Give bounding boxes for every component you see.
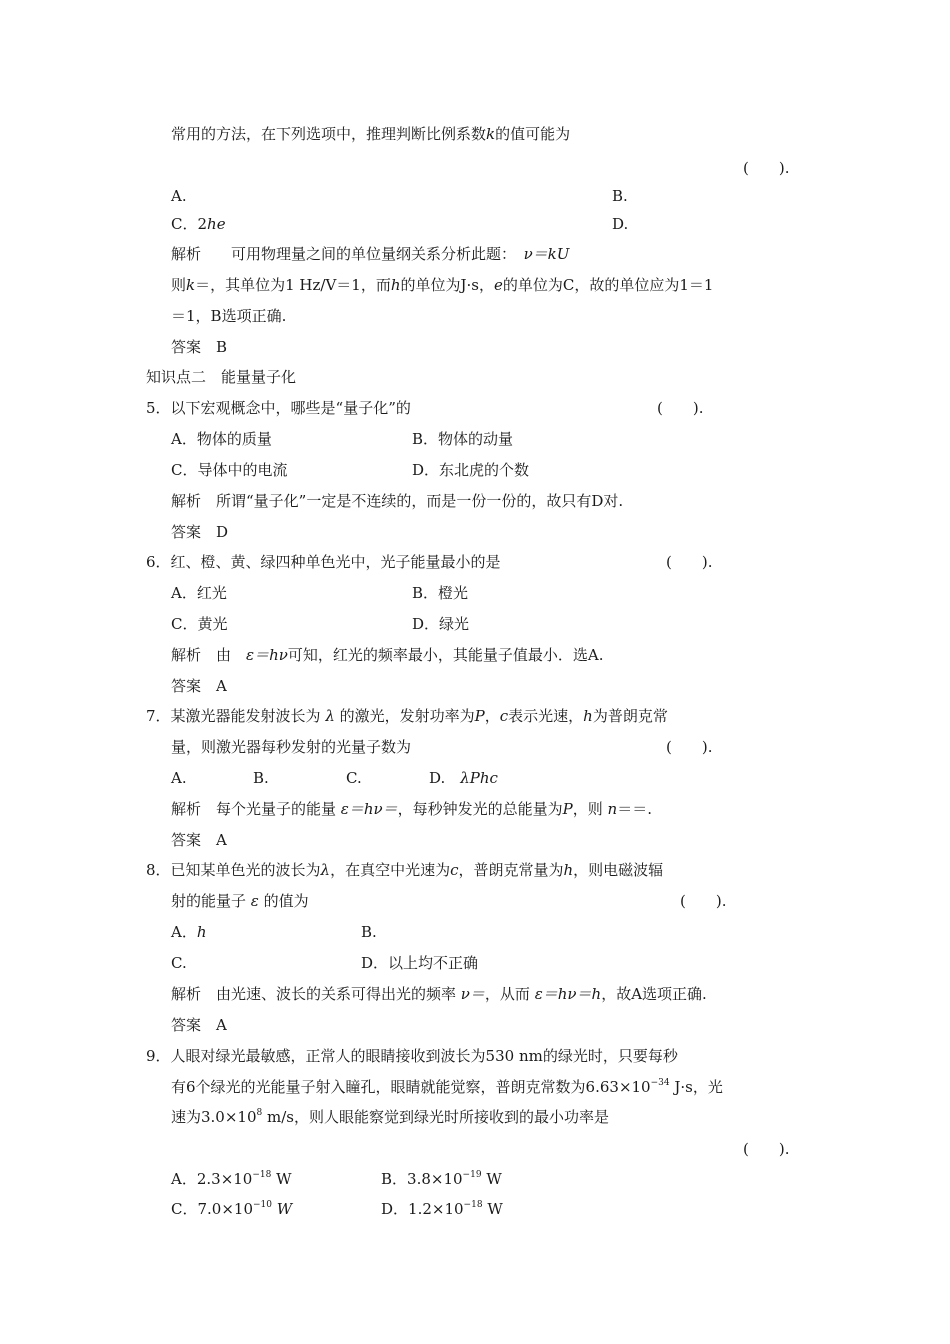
q5-analysis: 解析 所谓“量子化”一定是不连续的，而是一份一份的，故只有D对. xyxy=(171,492,624,510)
q8-option-d: D．以上均不正确 xyxy=(361,954,479,972)
q7-analysis: 解析 每个光量子的能量 ε＝hν＝，每秒钟发光的总能量为P，则 n＝＝. xyxy=(171,800,652,818)
q6-option-c: C．黄光 xyxy=(171,615,228,633)
q9-option-d: D．$1.2\times 10^{-18}$ W xyxy=(381,1200,503,1218)
q8-answer-paren: ( ). xyxy=(680,892,727,910)
q7-answer: 答案 A xyxy=(171,831,227,849)
q6-answer: 答案 A xyxy=(171,677,227,695)
q6-option-b: B．橙光 xyxy=(412,584,469,602)
q7-option-a: A. xyxy=(171,769,187,787)
q9-option-a: A．$2.3\times 10^{-18}$ W xyxy=(171,1170,292,1188)
q4-option-c: C．2he xyxy=(171,215,226,233)
q5-answer-paren: ( ). xyxy=(657,399,704,417)
q8-answer: 答案 A xyxy=(171,1016,227,1034)
q6-answer-paren: ( ). xyxy=(666,553,713,571)
q4-analysis-line3: ＝1，B选项正确. xyxy=(171,307,287,325)
section-title: 知识点二 能量量子化 xyxy=(146,368,297,386)
q4-option-a: A. xyxy=(171,187,187,205)
q8-analysis: 解析 由光速、波长的关系可得出光的频率 ν＝，从而 ε＝hν＝h，故A选项正确. xyxy=(171,985,707,1003)
q9-option-b: B．$3.8\times 10^{-19}$ W xyxy=(381,1170,502,1188)
q8-option-a: A．h xyxy=(171,923,207,941)
q7-stem-line2: 量，则激光器每秒发射的光量子数为 xyxy=(171,738,412,756)
q5-option-b: B．物体的动量 xyxy=(412,430,514,448)
q4-answer-paren: ( ). xyxy=(743,159,790,177)
q4-option-d: D. xyxy=(612,215,629,233)
q8-option-b: B. xyxy=(361,923,377,941)
q6-analysis: 解析 由 ε＝hν可知，红光的频率最小，其能量子值最小．选A. xyxy=(171,646,604,664)
q9-stem-line1: 9．人眼对绿光最敏感，正常人的眼睛接收到波长为530 nm的绿光时，只要每秒 xyxy=(146,1047,678,1065)
q8-stem-line2: 射的能量子 ε 的值为 xyxy=(171,892,309,910)
q5-option-c: C．导体中的电流 xyxy=(171,461,288,479)
q9-option-c: C．$7.0\times 10^{-10}$ W xyxy=(171,1200,293,1218)
q4-stem-end: 常用的方法，在下列选项中，推理判断比例系数k的值可能为 xyxy=(171,125,571,143)
q4-option-b: B. xyxy=(612,187,628,205)
q7-stem-line1: 7．某激光器能发射波长为 λ 的激光，发射功率为P，c表示光速，h为普朗克常 xyxy=(146,707,668,725)
q6-option-a: A．红光 xyxy=(171,584,227,602)
q5-option-a: A．物体的质量 xyxy=(171,430,272,448)
q5-option-d: D．东北虎的个数 xyxy=(412,461,530,479)
q6-option-d: D．绿光 xyxy=(412,615,470,633)
q7-option-c: C. xyxy=(346,769,362,787)
q8-stem-line1: 8．已知某单色光的波长为λ，在真空中光速为c，普朗克常量为h，则电磁波辐 xyxy=(146,861,664,879)
q5-answer: 答案 D xyxy=(171,523,229,541)
q9-answer-paren: ( ). xyxy=(743,1140,790,1158)
q9-stem-line3: 速为$3.0\times 10^8$ m/s，则人眼能察觉到绿光时所接收到的最小功率是 xyxy=(171,1108,610,1126)
q4-answer: 答案 B xyxy=(171,338,228,356)
q4-analysis-line1: 解析 可用物理量之间的单位量纲关系分析此题： ν＝kU xyxy=(171,245,570,263)
q7-option-b: B. xyxy=(253,769,269,787)
q5-stem: 5．以下宏观概念中，哪些是“量子化”的 xyxy=(146,399,411,417)
q8-option-c: C. xyxy=(171,954,187,972)
q4-analysis-line2: 则k＝，其单位为1 Hz/V＝1，而h的单位为J·s，e的单位为C，故的单位应为1＝1 xyxy=(171,276,714,294)
q7-answer-paren: ( ). xyxy=(666,738,713,756)
q6-stem: 6．红、橙、黄、绿四种单色光中，光子能量最小的是 xyxy=(146,553,501,571)
q7-option-d: D. λPhc xyxy=(429,769,498,787)
q9-stem-line2: 有6个绿光的光能量子射入瞳孔，眼睛就能觉察，普朗克常数为$6.63\times 10^{-34}$ J·s，光 xyxy=(171,1078,723,1096)
